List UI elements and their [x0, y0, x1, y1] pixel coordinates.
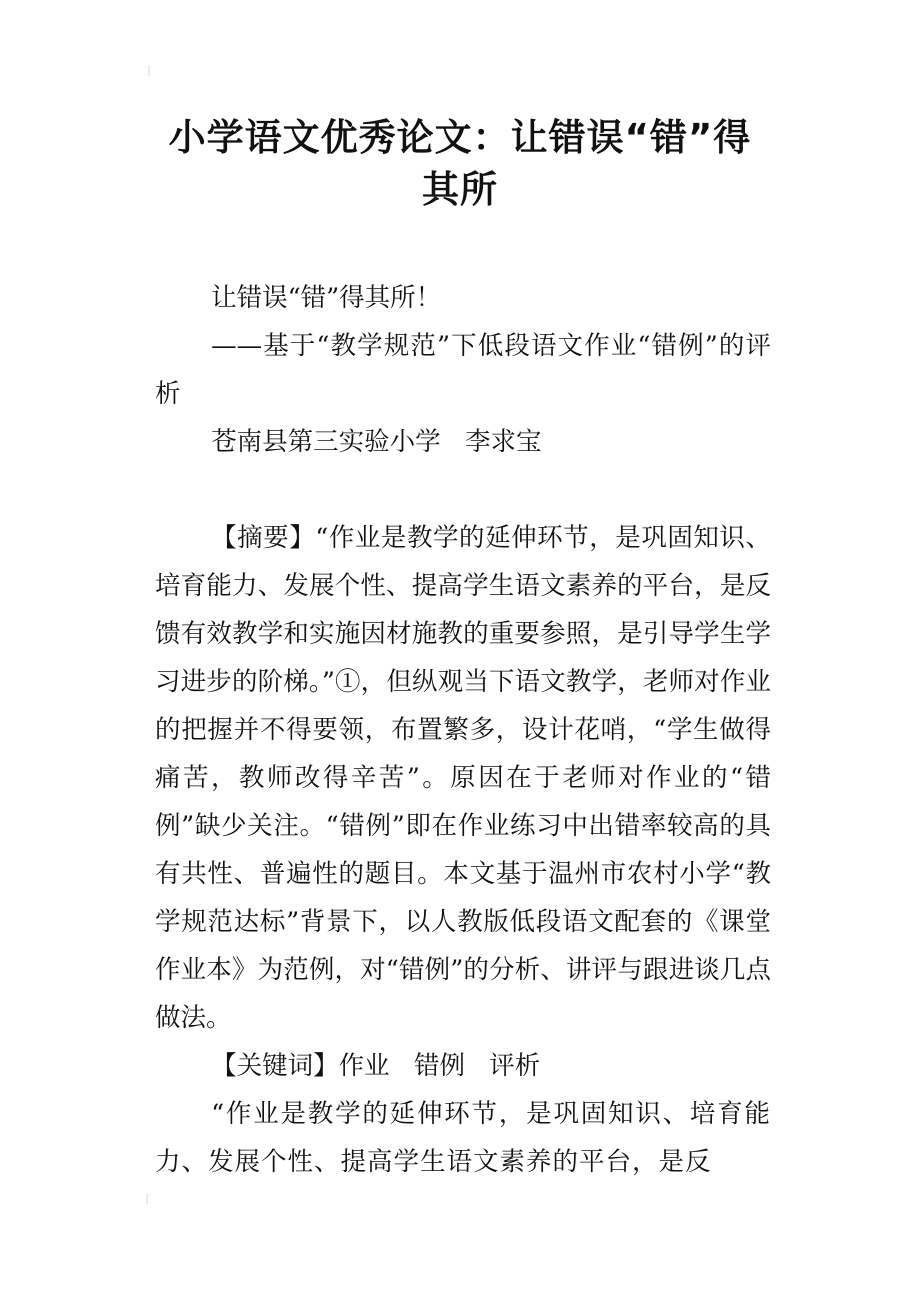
paper-heading: 让错误“错”得其所！ [211, 283, 442, 313]
author-name: 李求宝 [464, 427, 542, 457]
keyword: 评析 [489, 1051, 541, 1081]
document-title: 小学语文优秀论文：让错误“错”得其所 [168, 116, 752, 211]
keywords-line [155, 1042, 771, 1090]
abstract-text: “作业是教学的延伸环节，是巩固知识、培育能力、发展个性、提高学生语文素养的平台，是反馈有效教学和实施因材施教的重要参照，是引导学生学习进步的阶梯。”①，但纵观当下语文教学，老师对作业的把握并不得要领，布置繁多，设计花哨，“学生做得痛苦，教师改得辛苦”。原因在于老师对作业的“错例”缺少关注。“错例”即在作业练习中出错率较高的具有共性、普遍性的题目。本文基于温州市农村小学“教学规范达标”背景下，以人教版低段语文配套的《课堂作业本》为范例，对“错例”的分析、讲评与跟进谈几点做法。 [155, 523, 771, 1033]
abstract-paragraph [155, 514, 771, 1042]
author-line [155, 418, 771, 466]
document-body [155, 274, 771, 1186]
abstract-label: 【摘要】 [211, 523, 316, 553]
author-school: 苍南县第三实验小学 [211, 427, 441, 457]
paper-subtitle: ——基于“教学规范”下低段语文作业“错例”的评析 [155, 331, 771, 409]
keyword: 错例 [413, 1051, 465, 1081]
keyword: 作业 [338, 1051, 390, 1081]
scan-corner-mark: ⸽ [148, 67, 151, 77]
keywords-label: 【关键词】 [211, 1051, 339, 1081]
body-paragraph: “作业是教学的延伸环节，是巩固知识、培育能力、发展个性、提高学生语文素养的平台，是反 [155, 1099, 771, 1177]
scan-corner-mark: ⸽ [146, 1195, 149, 1205]
